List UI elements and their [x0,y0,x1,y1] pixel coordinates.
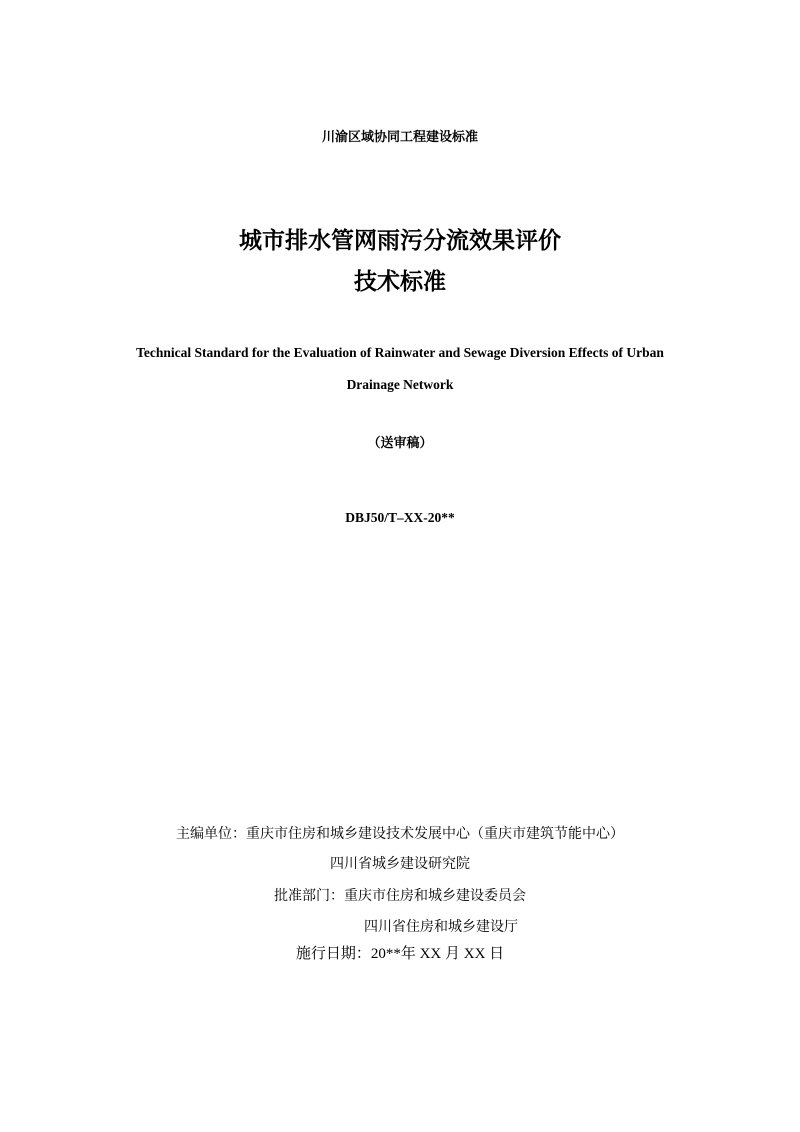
approving-department: 批准部门：重庆市住房和城乡建设委员会 [274,888,526,904]
editor-unit: 主编单位：重庆市住房和城乡建设技术发展中心（重庆市建筑节能中心） [176,826,624,842]
effective-date: 施行日期：20**年 XX 月 XX 日 [295,946,505,962]
standard-number: DBJ50/T–XX-20** [345,510,455,525]
approving-department-2: 四川省住房和城乡建设厅 [364,919,518,935]
title-line-2: 技术标准 [354,269,446,295]
english-title-line-2: Drainage Network [346,377,454,392]
title-line-1: 城市排水管网雨污分流效果评价 [239,228,561,254]
editor-unit-2: 四川省城乡建设研究院 [330,856,470,872]
english-title-line-1: Technical Standard for the Evaluation of Rainwater and Sewage Diversion Effects of Urban [136,345,664,360]
series-label: 川渝区域协同工程建设标准 [321,130,478,145]
draft-status: （送审稿） [367,436,433,451]
